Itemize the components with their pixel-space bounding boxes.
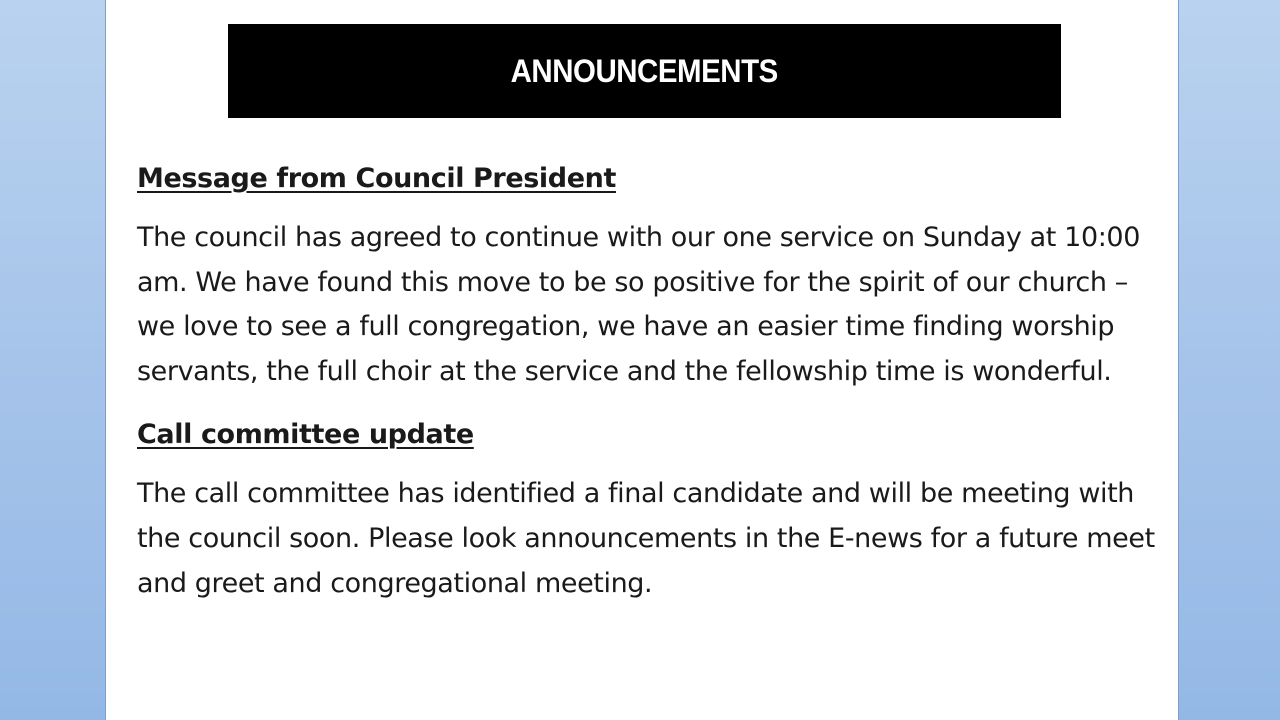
call-committee-message: The call committee has identified a final candidate and will be meeting with the council soon. Please look announcements in the E-news for a future meet and greet and congregational meeting. [137,478,1155,599]
left-side-panel [0,0,106,720]
slide [106,0,1178,720]
announcements-content [137,156,1167,624]
announcements-banner [228,24,1061,118]
banner-title: ANNOUNCEMENTS [510,52,779,89]
call-committee-heading: Call committee update [137,419,474,451]
council-president-heading: Message from Council President [137,163,616,194]
right-side-panel [1178,0,1280,720]
council-president-message: The council has agreed to continue with our one service on Sunday at 10:00 am. We have found this move to be so positive for the spirit of our church – we love to see a full congregation, we have an easier time finding worship servants, the full choir at the service and the fellowship time is wonderful. [137,222,1140,387]
